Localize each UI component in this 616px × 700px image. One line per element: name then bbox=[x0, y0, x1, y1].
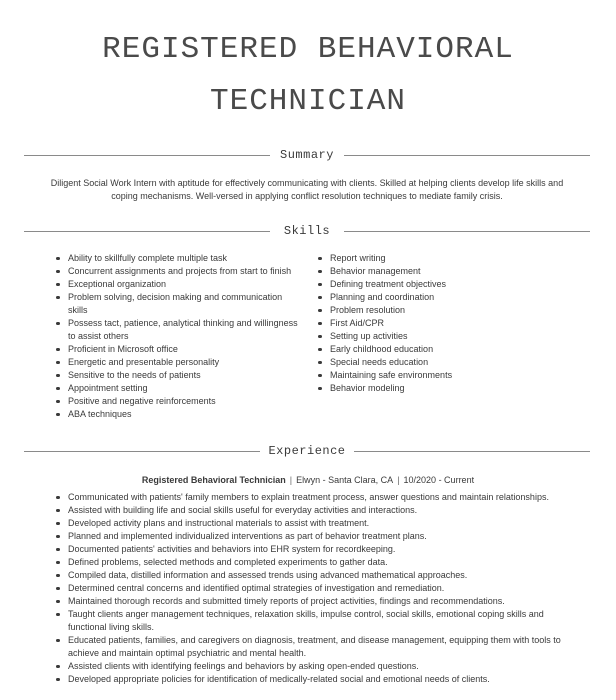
skill-item: Sensitive to the needs of patients bbox=[54, 369, 302, 382]
skill-item: Planning and coordination bbox=[316, 291, 516, 304]
experience-bullet: Defined problems, selected methods and completed experiments to gather data. bbox=[54, 556, 566, 569]
experience-bullet: Developed appropriate policies for identification of medically-related social and emotional needs of clients. bbox=[54, 673, 566, 686]
skill-item: Appointment setting bbox=[54, 382, 302, 395]
skill-item: Behavior modeling bbox=[316, 382, 516, 395]
experience-bullet: Determined central concerns and identified optimal strategies of investigation and remediation. bbox=[54, 582, 566, 595]
skills-title: Skills bbox=[283, 224, 331, 238]
experience-bullet: Communicated with patients' family members to explain treatment process, answer questions and maintain relationships. bbox=[54, 491, 566, 504]
skill-item: ABA techniques bbox=[54, 408, 302, 421]
skills-heading bbox=[24, 223, 590, 239]
experience-bullet: Assisted with building life and social skills useful for everyday activities and interactions. bbox=[54, 504, 566, 517]
summary-title: Summary bbox=[280, 148, 334, 162]
skill-item: Setting up activities bbox=[316, 330, 516, 343]
experience-bullet: Maintained thorough records and submitted timely reports of project activities, findings and recommendations. bbox=[54, 595, 566, 608]
skill-item: Early childhood education bbox=[316, 343, 516, 356]
skill-item: Defining treatment objectives bbox=[316, 278, 516, 291]
job-company: Elwyn - Santa Clara, CA bbox=[296, 475, 394, 485]
summary-text: Diligent Social Work Intern with aptitude for effectively communicating with clients. Skilled at helping clients develop life skills and coping mechanisms. Well-versed in applying conflict resolution techniques to mediate family crisis. bbox=[50, 178, 564, 201]
experience-bullet: Documented patients' activities and behaviors into EHR system for recordkeeping. bbox=[54, 543, 566, 556]
job-separator: | bbox=[289, 475, 293, 485]
job-title: Registered Behavioral Technician bbox=[141, 475, 286, 485]
skill-item: Report writing bbox=[316, 252, 516, 265]
skill-item: Special needs education bbox=[316, 356, 516, 369]
skill-item: Concurrent assignments and projects from start to finish bbox=[54, 265, 302, 278]
resume-name-line-1: REGISTERED BEHAVIORAL bbox=[102, 32, 514, 67]
experience-bullet: Developed activity plans and instructional materials to assist with treatment. bbox=[54, 517, 566, 530]
skill-item: Exceptional organization bbox=[54, 278, 302, 291]
skill-item: Positive and negative reinforcements bbox=[54, 395, 302, 408]
skill-item: Problem resolution bbox=[316, 304, 516, 317]
experience-bullet: Compiled data, distilled information and assessed trends using advanced mathematical approaches. bbox=[54, 569, 566, 582]
experience-bullet: Taught clients anger management techniques, relaxation skills, impulse control, social skills, emotional coping skills and functional living skills. bbox=[54, 608, 566, 634]
experience-title: Experience bbox=[268, 444, 346, 458]
skills-list-left bbox=[54, 252, 302, 421]
skill-item: Energetic and presentable personality bbox=[54, 356, 302, 369]
skill-item: Problem solving, decision making and communication skills bbox=[54, 291, 302, 317]
skill-item: Proficient in Microsoft office bbox=[54, 343, 302, 356]
summary-heading bbox=[24, 147, 590, 163]
experience-heading bbox=[24, 443, 590, 459]
experience-rule-right bbox=[354, 451, 590, 452]
job-separator: | bbox=[397, 475, 400, 485]
experience-bullet: Planned and implemented individualized interventions as part of behavior treatment plans. bbox=[54, 530, 566, 543]
skill-item: First Aid/CPR bbox=[316, 317, 516, 330]
experience-bullet: Educated patients, families, and caregivers on diagnosis, treatment, and disease management, equipping them with tools to achieve and maintain optimal psychiatric and mental health. bbox=[54, 634, 566, 660]
job-dates: 10/2020 - Current bbox=[403, 475, 475, 485]
skill-item: Possess tact, patience, analytical thinking and willingness to assist others bbox=[54, 317, 302, 343]
experience-bullet-list bbox=[54, 491, 566, 686]
experience-bullet: Assisted clients with identifying feelings and behaviors by asking open-ended questions. bbox=[54, 660, 566, 673]
skills-list-right bbox=[316, 252, 516, 395]
skills-rule-right bbox=[344, 231, 590, 232]
summary-rule-right bbox=[344, 155, 590, 156]
resume-name-line-2: TECHNICIAN bbox=[209, 84, 407, 119]
skill-item: Maintaining safe environments bbox=[316, 369, 516, 382]
skill-item: Behavior management bbox=[316, 265, 516, 278]
skill-item: Ability to skillfully complete multiple task bbox=[54, 252, 302, 265]
job-header bbox=[0, 474, 616, 487]
